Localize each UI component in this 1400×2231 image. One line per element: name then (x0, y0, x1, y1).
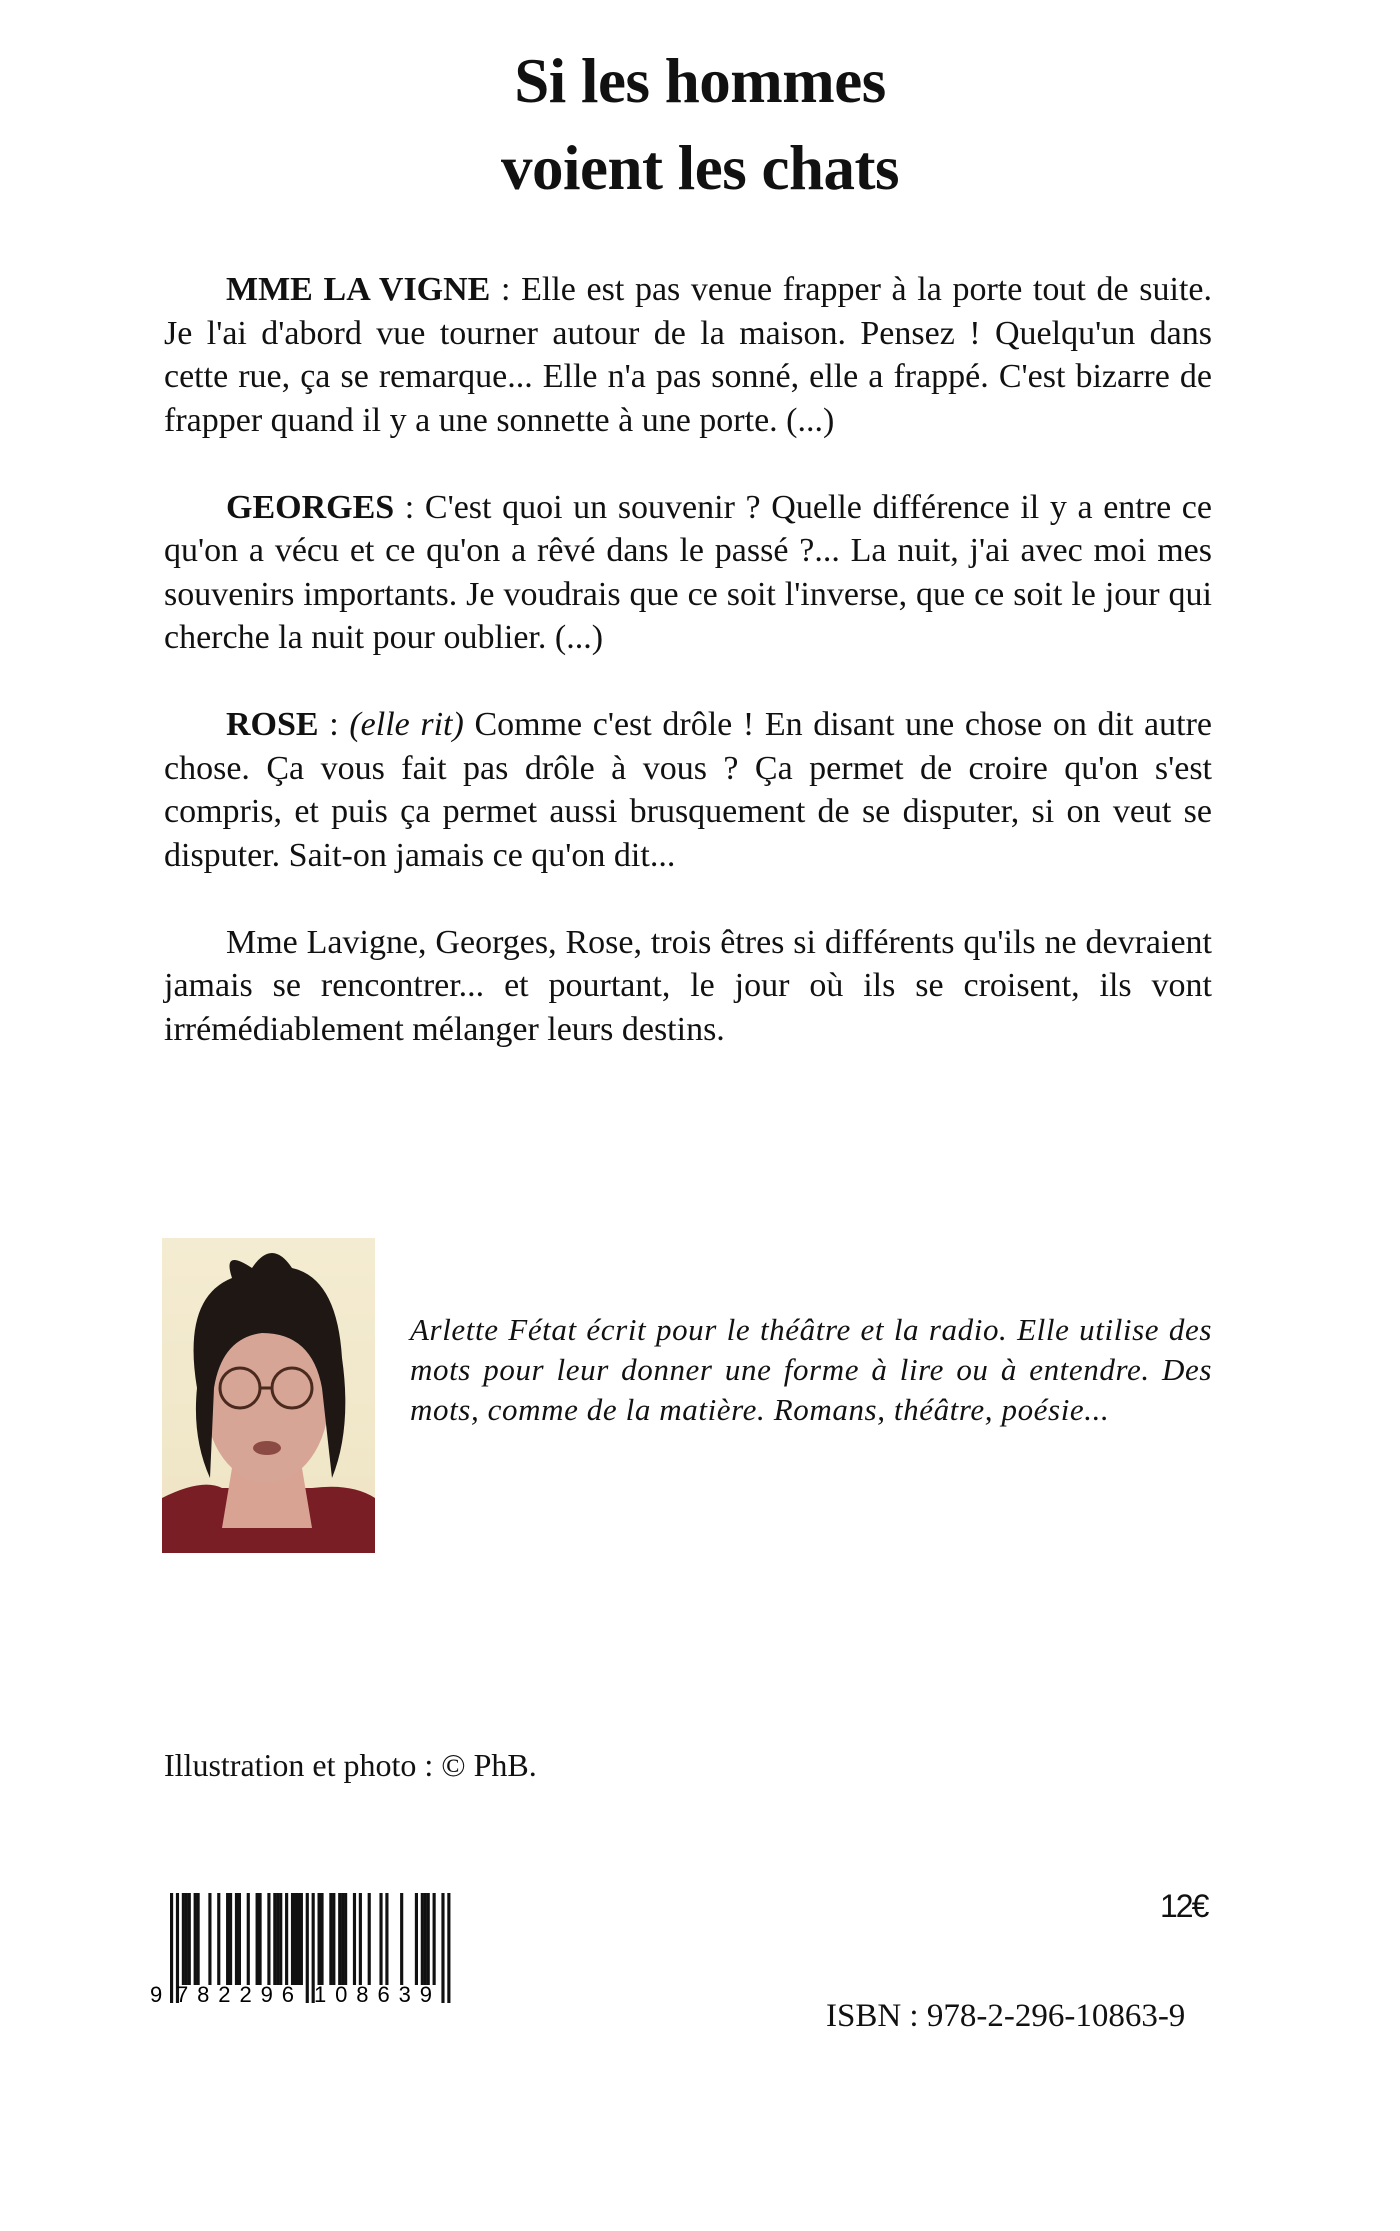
speaker: MME LA VIGNE (226, 271, 491, 308)
barcode-bar (441, 1893, 444, 2003)
excerpt-rose (164, 703, 1212, 877)
barcode-bar (427, 1893, 430, 1985)
barcode-bar (256, 1893, 259, 1985)
barcode-bar (424, 1893, 427, 1985)
barcode-bar (368, 1893, 371, 1985)
barcode-bar (197, 1893, 200, 1985)
back-cover-text (164, 268, 1212, 1095)
stage-direction: (elle rit) (349, 706, 464, 743)
author-bio: Arlette Fétat écrit pour le théâtre et la radio. Elle utilise des mots pour leur donner une forme à lire ou à entendre. Des mots, comme de la matière. Romans, théâtre, poésie... (410, 1312, 1212, 1427)
barcode-bar (226, 1893, 229, 1985)
barcode-bar (208, 1893, 211, 1985)
barcode-bar (400, 1893, 403, 1985)
separator: : (318, 706, 350, 743)
barcode-bar (353, 1893, 356, 1985)
barcode-first-digit: 9 (150, 1982, 163, 2007)
title-line-2: voient les chats (501, 133, 899, 203)
barcode-bar (273, 1893, 276, 1985)
illustration-credit: Illustration et photo : © PhB. (164, 1747, 537, 1783)
barcode-bar (306, 1893, 309, 2003)
barcode-bar (217, 1893, 220, 1985)
price: 12€ (1160, 1888, 1208, 1924)
barcode-bar (259, 1893, 262, 1985)
barcode-bar (421, 1893, 424, 1985)
title-line-1: Si les hommes (514, 46, 886, 116)
summary: Mme Lavigne, Georges, Rose, trois êtres si différents qu'ils ne devraient jamais se rencontrer... et pourtant, le jour où ils se croisent, ils vont irrémédiablement mélanger leurs destins. (164, 923, 1212, 1048)
barcode-right-digits: 108639 (314, 1982, 432, 2007)
speaker: ROSE (226, 706, 319, 743)
barcode-bar (332, 1893, 335, 1985)
author-photo (162, 1238, 375, 1553)
barcode-bar (238, 1893, 241, 1985)
barcode-bar (291, 1893, 294, 1985)
barcode (150, 1890, 470, 2010)
speaker: GEORGES (226, 488, 395, 526)
barcode-bar (300, 1893, 303, 1985)
barcode-bar (341, 1893, 344, 1985)
book-title (0, 38, 1400, 212)
barcode-bar (182, 1893, 185, 1985)
barcode-bar (229, 1893, 232, 1985)
barcode-bar (279, 1893, 282, 1985)
barcode-bar (276, 1893, 279, 1985)
excerpt-text: Comme c'est drôle ! En disant une chose on dit autre chose. Ça vous fait pas drôle à vous ? Ça permet de croire qu'on s'est compris, et puis ça permet aussi brusquement de se disputer, si on veut se disputer. Sait-on jamais ce qu'on dit... (164, 706, 1212, 874)
barcode-bar (359, 1893, 362, 1985)
barcode-left-digits: 782296 (176, 1982, 294, 2007)
isbn: ISBN : 978-2-296-10863-9 (826, 1998, 1186, 2034)
barcode-bar (344, 1893, 347, 1985)
barcode-bar (185, 1893, 188, 1985)
barcode-bar (385, 1893, 388, 1985)
barcode-bar (194, 1893, 197, 1985)
excerpt-text: : C'est quoi un souvenir ? Quelle différence il y a entre ce qu'on a vécu et ce qu'on a rêvé dans le passé ?... La nuit, j'ai avec moi mes souvenirs importants. Je voudrais que ce soit l'inverse, que ce soit le jour qui cherche la nuit pour oublier. (...) (164, 488, 1212, 656)
barcode-bar (188, 1893, 191, 1985)
barcode-bar (320, 1893, 323, 1985)
barcode-bar (415, 1893, 418, 1985)
barcode-bar (318, 1893, 321, 1985)
barcode-bar (294, 1893, 297, 1985)
barcode-bar (267, 1893, 270, 1985)
barcode-bar (297, 1893, 300, 1985)
barcode-bar (247, 1893, 250, 1985)
excerpt-text: : Elle est pas venue frapper à la porte tout de suite. Je l'ai d'abord vue tourner autour de la maison. Pensez ! Quelqu'un dans cette rue, ça se remarque... Elle n'a pas sonné, elle a frappé. C'est bizarre de frapper quand il y a une sonnette à une porte. (...) (164, 271, 1212, 439)
barcode-bar (329, 1893, 332, 1985)
excerpt-mme-la-vigne (164, 268, 1212, 442)
barcode-bar (338, 1893, 341, 1985)
barcode-bar (170, 1893, 173, 2003)
barcode-bar (433, 1893, 436, 1985)
barcode-bar (447, 1893, 450, 2003)
barcode-bar (379, 1893, 382, 1985)
barcode-bar (285, 1893, 288, 1985)
barcode-bar (235, 1893, 238, 1985)
excerpt-georges (164, 486, 1212, 660)
